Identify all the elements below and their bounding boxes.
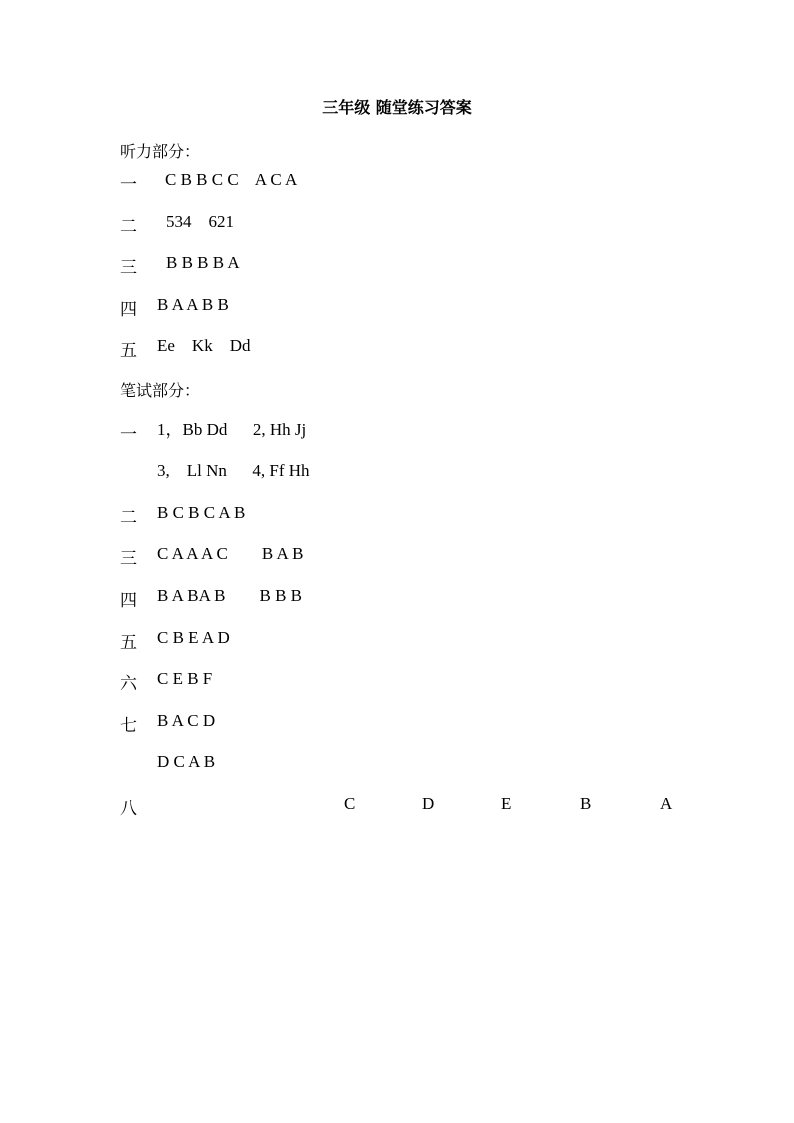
written-q7-answers-line2: D C A B bbox=[157, 752, 216, 771]
written-q6-number: 六 bbox=[120, 674, 137, 694]
listening-q2-number: 二 bbox=[120, 217, 137, 237]
written-q6-answers: C E B F bbox=[157, 669, 213, 688]
written-q1-answers-line1: 1，Bb Dd 2, Hh Jj bbox=[157, 420, 307, 439]
written-q2-number: 二 bbox=[120, 508, 137, 528]
listening-q5-answers: Ee Kk Dd bbox=[157, 336, 251, 355]
listening-q4-number: 四 bbox=[120, 300, 137, 320]
written-q8-answer: D bbox=[422, 794, 435, 813]
written-q1-number: 一 bbox=[120, 425, 137, 445]
written-q3-answers: C A A A C B A B bbox=[157, 544, 304, 563]
written-q5-number: 五 bbox=[120, 633, 137, 653]
listening-q4-answers: B A A B B bbox=[157, 295, 229, 314]
listening-heading: 听力部分： bbox=[120, 142, 201, 161]
written-heading: 笔试部分： bbox=[120, 381, 201, 400]
written-q3-number: 三 bbox=[120, 549, 137, 569]
written-q2-answers: B C B C A B bbox=[157, 503, 246, 522]
listening-q5-number: 五 bbox=[120, 341, 137, 361]
written-q1-answers-line2: 3, Ll Nn 4, Ff Hh bbox=[157, 461, 310, 480]
listening-q1-answers: C B B C C A C A bbox=[165, 170, 298, 189]
written-q7-answers-line1: B A C D bbox=[157, 711, 216, 730]
written-q8-number: 八 bbox=[120, 799, 137, 819]
page-title: 三年级 随堂练习答案 bbox=[322, 98, 472, 117]
written-q8-answer: C bbox=[344, 794, 356, 813]
written-q8-answer: B bbox=[580, 794, 592, 813]
listening-q3-number: 三 bbox=[120, 258, 137, 278]
written-q8-answer: E bbox=[501, 794, 512, 813]
written-q8-answer: A bbox=[660, 794, 673, 813]
written-q4-answers: B A BA B B B B bbox=[157, 586, 303, 605]
listening-q3-answers: B B B B A bbox=[166, 253, 240, 272]
listening-q1-number: 一 bbox=[120, 175, 137, 195]
written-q7-number: 七 bbox=[120, 716, 137, 736]
listening-q2-answers: 534 621 bbox=[166, 212, 234, 231]
written-q5-answers: C B E A D bbox=[157, 628, 230, 647]
written-q4-number: 四 bbox=[120, 591, 137, 611]
